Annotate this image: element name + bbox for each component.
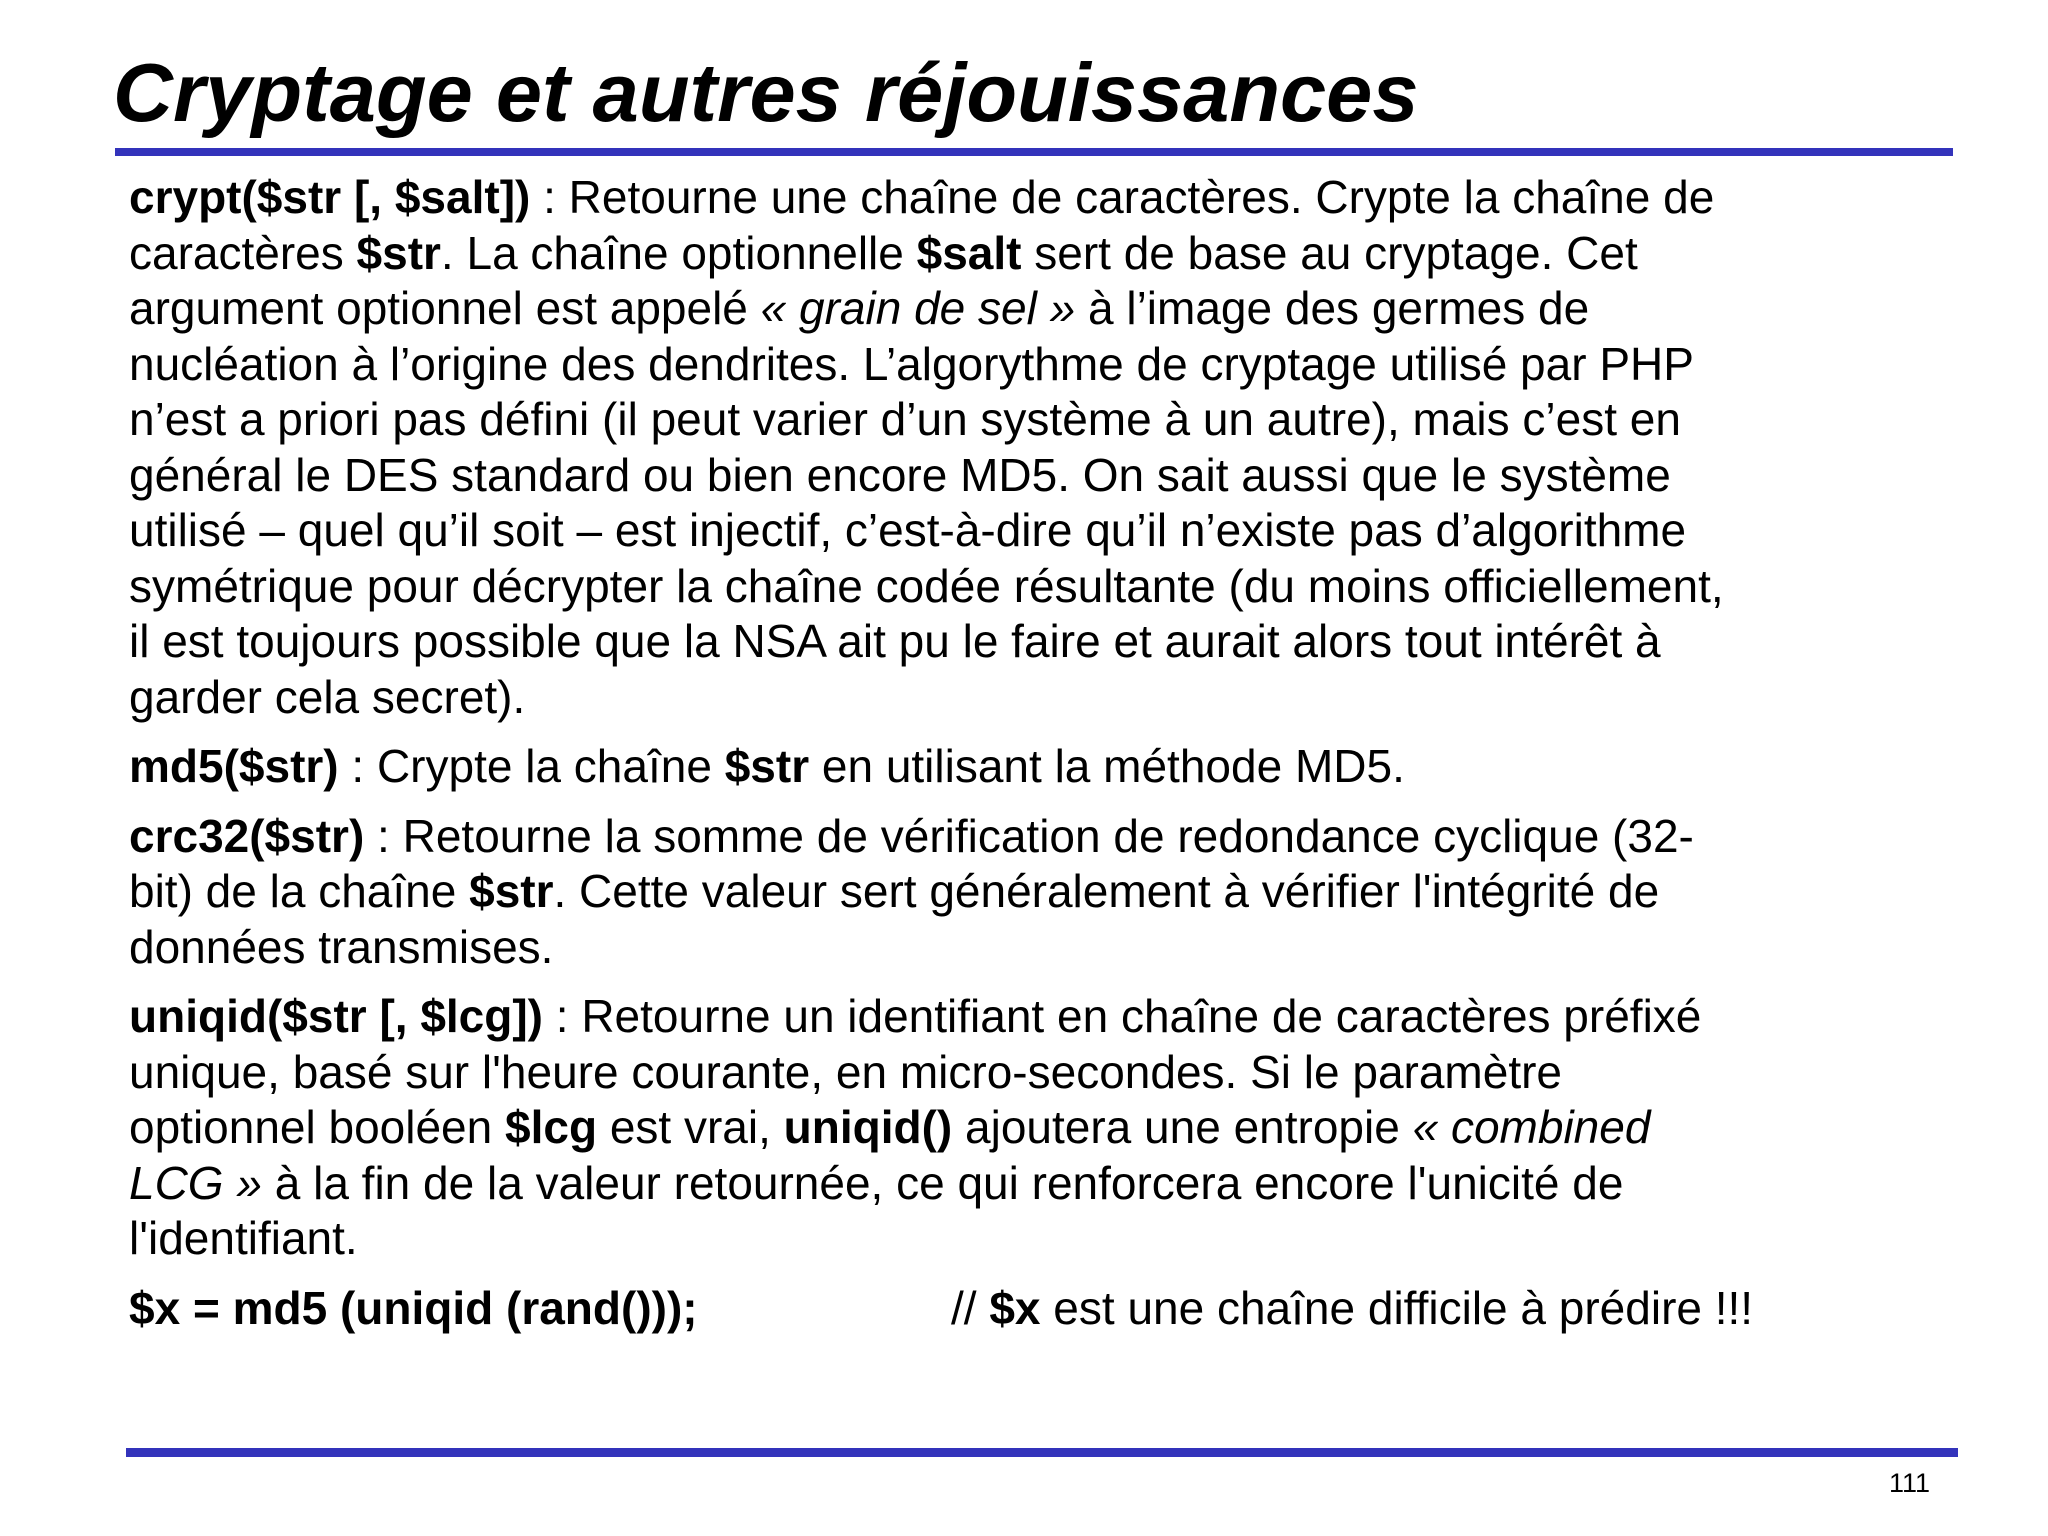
text-run: . La chaîne optionnelle xyxy=(440,226,917,279)
text-line xyxy=(129,864,1959,920)
text-run: unique, basé sur l'heure courante, en micro-secondes. Si le paramètre xyxy=(129,1045,1563,1098)
code-comment-variable: $x xyxy=(989,1281,1041,1334)
text-line xyxy=(129,1100,1959,1156)
text-run: utilisé – quel qu’il soit – est injectif, c’est-à-dire qu’il n’existe pas d’algorithme xyxy=(129,504,1687,556)
italic-term: LCG » xyxy=(129,1156,262,1209)
text-run: : Retourne un identifiant en chaîne de caractères préfixé xyxy=(543,990,1702,1042)
text-run: est vrai, xyxy=(597,1101,784,1153)
paragraph-uniqid xyxy=(129,989,1959,1267)
bold-term: $str xyxy=(356,226,441,279)
bold-term: crypt($str [, $salt]) xyxy=(129,171,531,223)
text-run: : Retourne la somme de vérification de redondance cyclique (32- xyxy=(364,809,1694,862)
text-line xyxy=(129,281,1959,337)
text-run: ajoutera une entropie xyxy=(952,1101,1413,1153)
text-run: général le DES standard ou bien encore MD5. On sait aussi que le système xyxy=(129,448,1671,501)
page-number: 111 xyxy=(1888,1468,1930,1498)
code-comment xyxy=(951,1281,1753,1337)
text-line xyxy=(129,226,1959,282)
text-run: : Retourne une chaîne de caractères. Crypte la chaîne de xyxy=(530,171,1715,223)
bold-term: uniqid() xyxy=(783,1101,953,1153)
code-example xyxy=(129,1281,1959,1337)
paragraph-md5 xyxy=(129,739,1959,795)
code-comment-prefix: // xyxy=(951,1281,990,1334)
italic-term: « combined xyxy=(1412,1101,1651,1153)
text-run: à l’image des germes de xyxy=(1075,282,1590,334)
paragraph-list xyxy=(129,170,1959,1267)
text-run: en utilisant la méthode MD5. xyxy=(809,740,1405,792)
slide-title: Cryptage et autres réjouissances xyxy=(113,46,1419,139)
text-line xyxy=(129,670,1959,726)
slide-body xyxy=(129,170,1959,1337)
title-underline-rule xyxy=(115,148,1953,156)
bold-term: $salt xyxy=(916,226,1022,279)
text-run: : Crypte la chaîne xyxy=(338,740,725,792)
text-run: données transmises. xyxy=(129,920,554,973)
text-line xyxy=(129,614,1959,670)
text-run: argument optionnel est appelé xyxy=(129,282,761,334)
text-line xyxy=(129,1211,1959,1267)
text-line xyxy=(129,448,1959,504)
text-run: n’est a priori pas défini (il peut varier d’un système à un autre), mais c’est en xyxy=(129,393,1681,445)
text-run: caractères xyxy=(129,226,357,279)
bold-term: crc32($str) xyxy=(129,809,365,862)
text-line xyxy=(129,392,1959,448)
text-line xyxy=(129,503,1959,559)
footer-rule xyxy=(126,1448,1958,1457)
code-comment-text: est une chaîne difficile à prédire !!! xyxy=(1040,1281,1754,1334)
text-line xyxy=(129,1045,1959,1101)
text-line xyxy=(129,1156,1959,1212)
text-line xyxy=(129,920,1959,976)
text-line xyxy=(129,809,1959,865)
text-run: . Cette valeur sert généralement à vérifier l'intégrité de xyxy=(553,865,1660,917)
bold-term: md5($str) xyxy=(129,740,339,792)
text-run: bit) de la chaîne xyxy=(129,865,470,917)
text-line xyxy=(129,739,1959,795)
text-run: symétrique pour décrypter la chaîne codée résultante (du moins officiellement, xyxy=(129,559,1724,612)
text-line xyxy=(129,989,1959,1045)
text-run: l'identifiant. xyxy=(129,1212,358,1264)
text-run: nucléation à l’origine des dendrites. L’algorythme de cryptage utilisé par PHP xyxy=(129,337,1694,390)
text-line xyxy=(129,559,1959,615)
paragraph-crypt xyxy=(129,170,1959,725)
text-run: optionnel booléen xyxy=(129,1101,505,1153)
text-run: à la fin de la valeur retournée, ce qui renforcera encore l'unicité de xyxy=(261,1156,1624,1209)
text-run: il est toujours possible que la NSA ait pu le faire et aurait alors tout intérêt à xyxy=(129,615,1661,667)
text-run: garder cela secret). xyxy=(129,670,526,723)
text-line xyxy=(129,170,1959,226)
code-statement: $x = md5 (uniqid (rand())); xyxy=(129,1281,698,1334)
text-run: sert de base au cryptage. Cet xyxy=(1021,226,1638,279)
text-line xyxy=(129,337,1959,393)
paragraph-crc32 xyxy=(129,809,1959,976)
bold-term: $str xyxy=(724,740,810,792)
bold-term: $lcg xyxy=(505,1101,598,1153)
italic-term: « grain de sel » xyxy=(760,282,1076,334)
bold-term: $str xyxy=(469,865,554,917)
bold-term: uniqid($str [, $lcg]) xyxy=(129,990,543,1042)
